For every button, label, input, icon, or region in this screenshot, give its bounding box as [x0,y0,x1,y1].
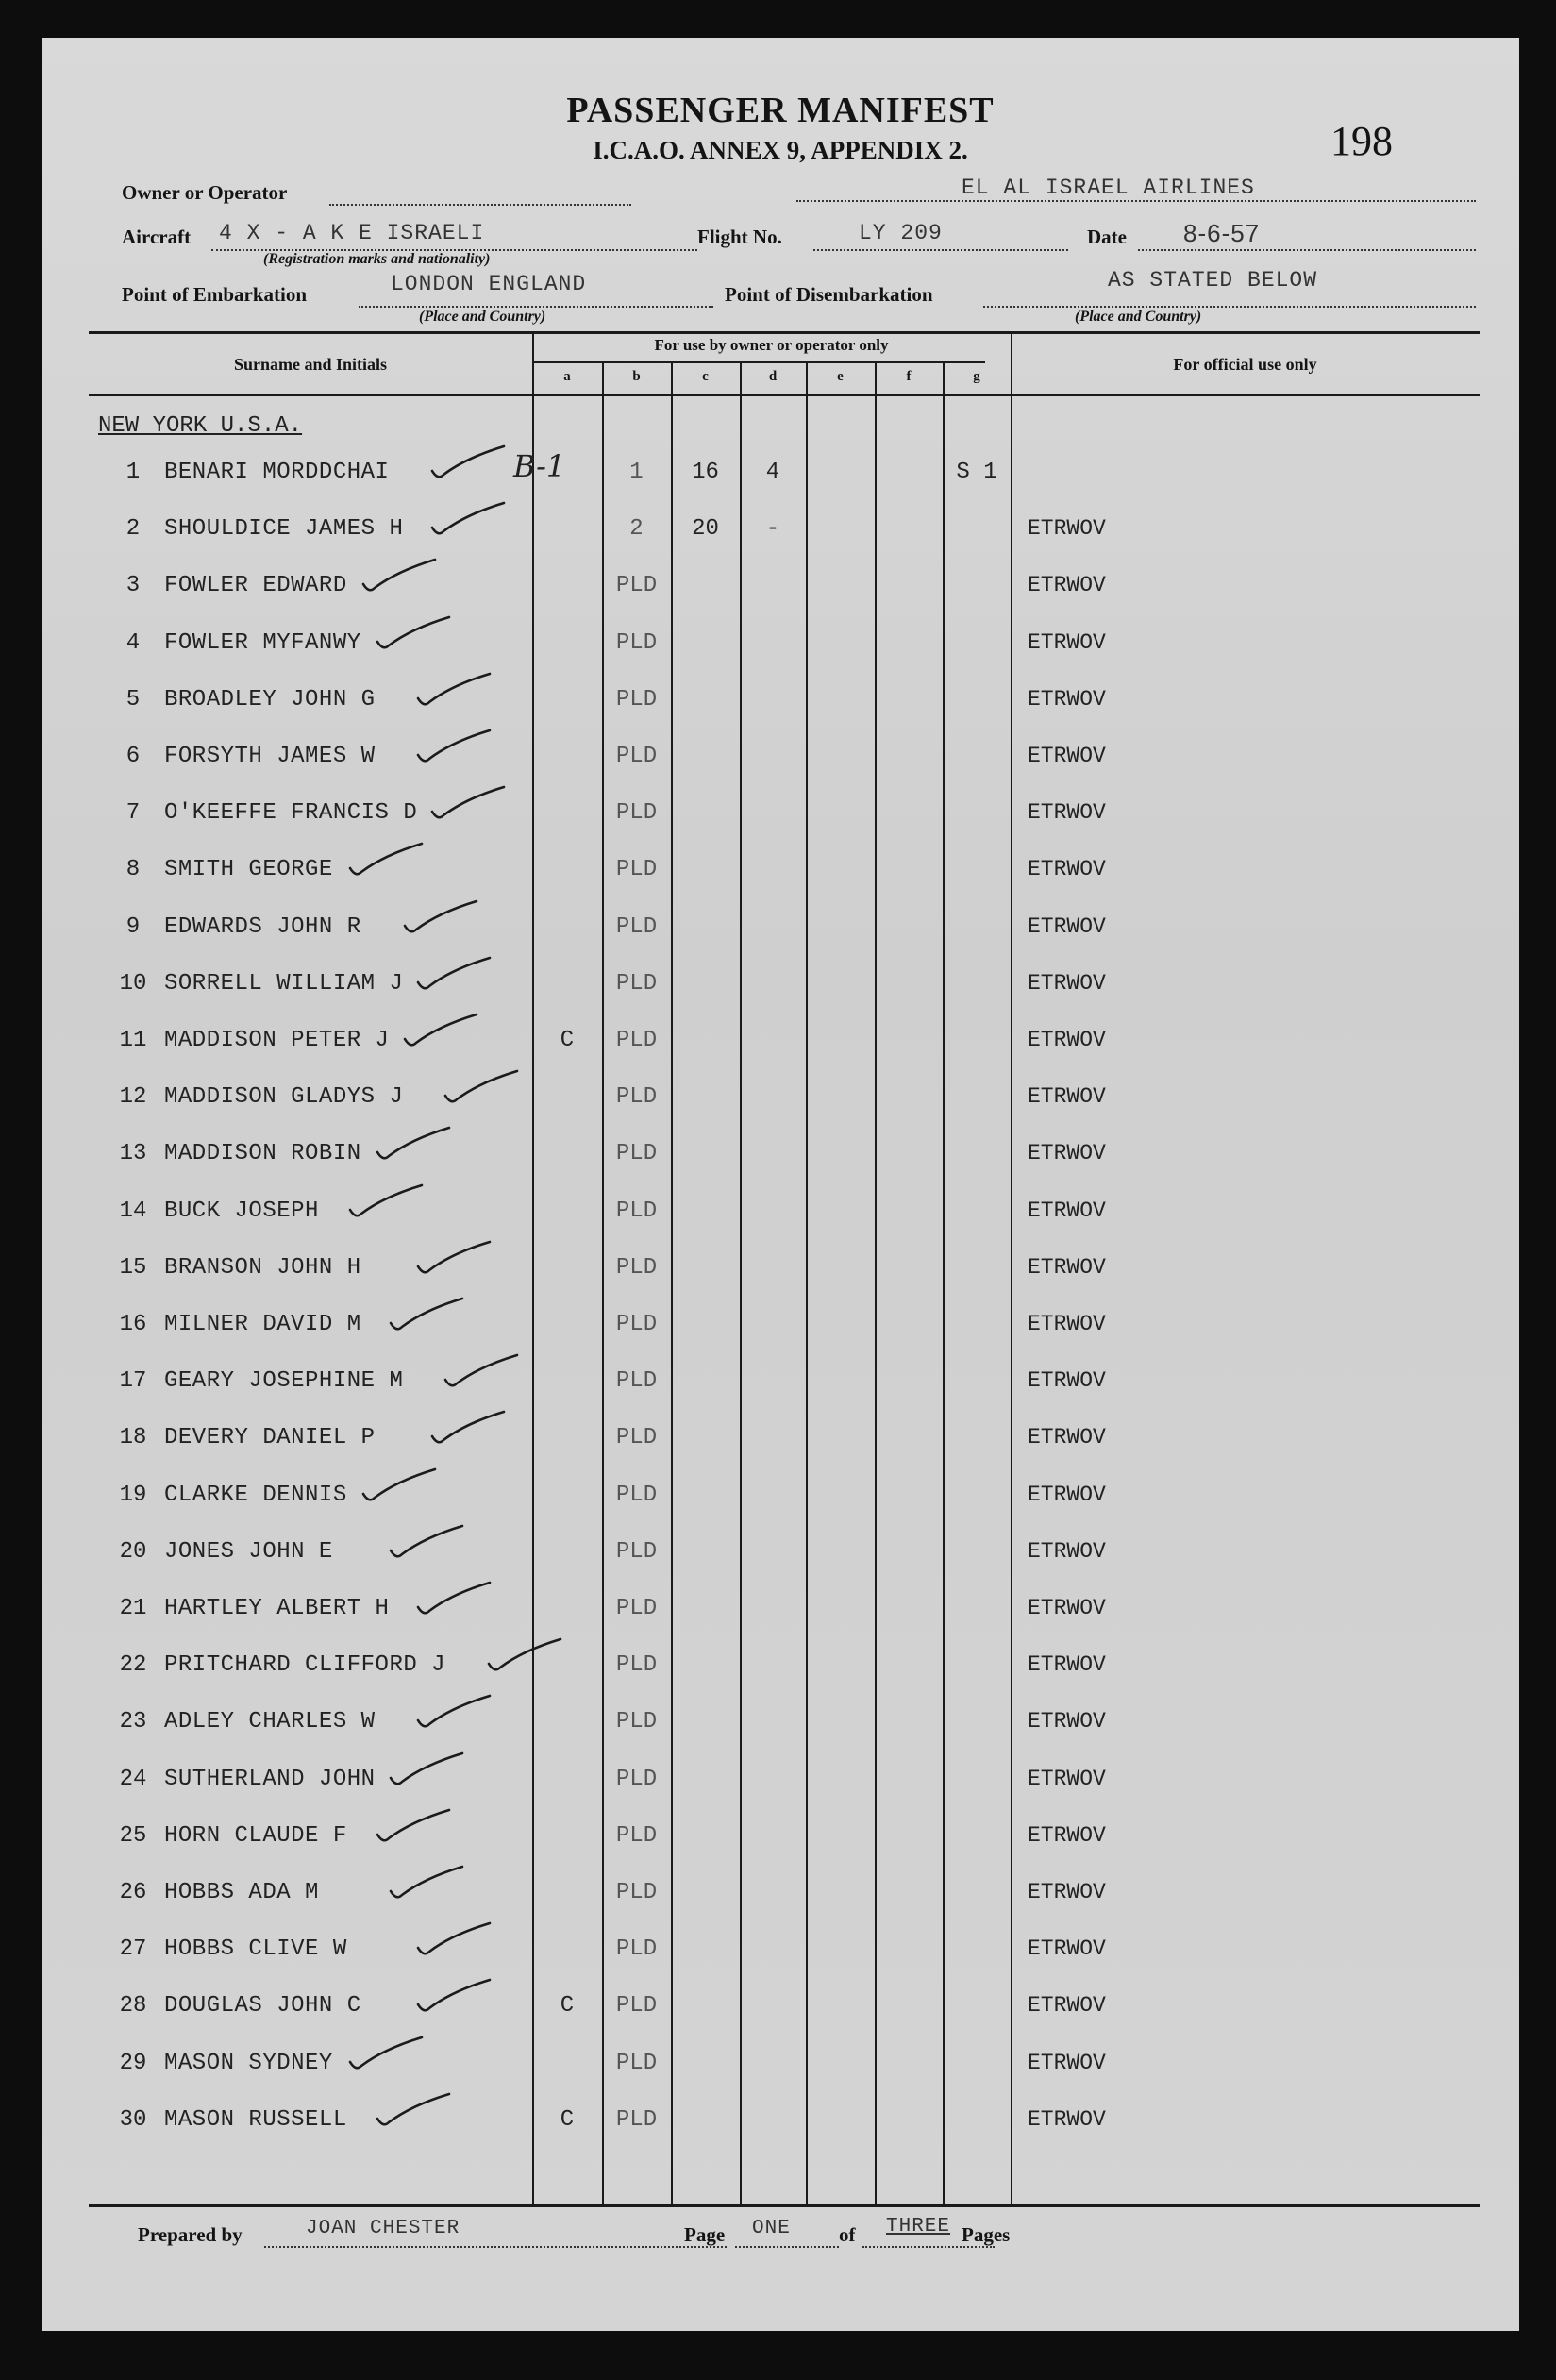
flight-dotted-line [813,249,1068,251]
check-mark-icon [428,1408,513,1455]
official-remark: ETRWOV [1028,573,1106,598]
passenger-name: EDWARDS JOHN R [164,913,361,940]
row-number: 1 [125,460,141,485]
passenger-name: SHOULDICE JAMES H [164,516,404,543]
check-mark-icon [387,1863,472,1910]
pages-label: Pages [962,2223,1011,2246]
check-mark-icon [414,1579,499,1626]
embarkation-dotted-line [359,306,713,308]
cell-b: PLD [615,970,658,997]
cell-b: PLD [615,1141,658,1167]
official-remark: ETRWOV [1028,970,1106,996]
document-title: PASSENGER MANIFEST [566,91,995,130]
table-row [42,448,1519,516]
row-number: 15 [119,1254,147,1281]
check-mark-icon [346,2034,431,2081]
table-row [42,1368,1519,1425]
official-remark: ETRWOV [1028,629,1106,655]
check-mark-icon [485,1635,570,1683]
check-mark-icon [346,1182,431,1229]
official-remark: ETRWOV [1028,857,1106,882]
row-number: 9 [125,913,141,940]
table-bottom-rule [89,2204,1480,2207]
cell-b: PLD [615,1028,658,1053]
operator-group-rule [532,361,985,363]
official-remark: ETRWOV [1028,800,1106,826]
table-row [42,1539,1519,1596]
row-number: 8 [125,857,141,883]
row-number: 17 [119,1368,147,1395]
official-remark: ETRWOV [1028,2106,1106,2132]
official-remark: ETRWOV [1028,1709,1106,1735]
section-heading: NEW YORK U.S.A. [98,413,303,439]
check-mark-icon [387,1295,472,1342]
disembarkation-value: AS STATED BELOW [1108,268,1318,293]
cell-b: PLD [615,629,658,656]
check-mark-icon [428,499,513,546]
page-number: 198 [1330,118,1393,164]
table-row [42,2051,1519,2107]
owner-dotted-line [329,204,631,206]
table-row [42,1483,1519,1539]
cell-b: PLD [615,1652,658,1679]
table-row [42,1823,1519,1880]
table-row [42,1880,1519,1936]
header-bottom-rule [89,394,1480,396]
check-mark-icon [401,897,486,945]
row-number: 28 [119,1993,147,2020]
passenger-name: FORSYTH JAMES W [164,744,376,769]
cell-a: C [560,1028,575,1053]
official-remark: ETRWOV [1028,1141,1106,1166]
table-row [42,1141,1519,1198]
col-header-g: g [973,369,980,384]
cell-b: PLD [615,1198,658,1224]
official-remark: ETRWOV [1028,686,1106,712]
check-mark-icon [428,783,513,830]
cell-b: PLD [615,1312,658,1337]
aircraft-caption: (Registration marks and nationality) [263,251,491,267]
row-number: 16 [119,1312,147,1337]
official-remark: ETRWOV [1028,1368,1106,1394]
passenger-name: JONES JOHN E [164,1538,333,1565]
cell-d: - [765,516,780,543]
cell-b: PLD [615,744,658,769]
check-mark-icon [414,1976,499,2023]
official-remark: ETRWOV [1028,1880,1106,1904]
page-value: ONE [752,2218,791,2239]
check-mark-icon [374,2090,459,2137]
cell-b: PLD [615,1766,658,1792]
disembarkation-dotted-line [983,306,1476,308]
row-number: 13 [119,1141,147,1167]
cell-b: PLD [615,1822,658,1849]
row-number: 4 [125,629,141,656]
cell-a: C [560,1993,575,2020]
table-row [42,687,1519,744]
of-label: of [839,2223,856,2246]
passenger-name: CLARKE DENNIS [164,1482,347,1508]
cell-b: PLD [615,1880,658,1905]
check-mark-icon [401,1011,486,1058]
cell-c: 16 [692,460,719,485]
passenger-name: ADLEY CHARLES W [164,1709,376,1735]
table-row [42,1767,1519,1823]
passenger-name: MASON RUSSELL [164,2106,347,2133]
official-remark: ETRWOV [1028,1596,1106,1620]
embarkation-value: LONDON ENGLAND [391,272,587,296]
aircraft-value: 4 X - A K E ISRAELI [219,221,485,245]
flight-label: Flight No. [697,226,782,248]
check-mark-icon [414,727,499,774]
official-remark: ETRWOV [1028,1822,1106,1848]
embarkation-caption: (Place and Country) [419,309,546,325]
passenger-name: MADDISON GLADYS J [164,1084,404,1111]
handwritten-note: B-1 [513,448,566,484]
check-mark-icon [414,1238,499,1285]
cell-b: PLD [615,1084,658,1111]
prepared-by-label: Prepared by [138,2223,243,2246]
date-label: Date [1087,226,1127,248]
passenger-name: BRANSON JOHN H [164,1254,361,1281]
prepared-by-value: JOAN CHESTER [306,2218,460,2239]
check-mark-icon [374,1124,459,1171]
cell-b: PLD [615,686,658,712]
passenger-name: PRITCHARD CLIFFORD J [164,1652,446,1679]
row-number: 10 [119,970,147,997]
check-mark-icon [442,1067,527,1115]
cell-b: PLD [615,1538,658,1565]
check-mark-icon [360,556,444,603]
row-number: 14 [119,1198,147,1224]
official-remark: ETRWOV [1028,1254,1106,1280]
row-number: 29 [119,2050,147,2076]
check-mark-icon [414,670,499,717]
check-mark-icon [428,443,513,490]
table-row [42,1596,1519,1652]
check-mark-icon [346,840,431,887]
table-row [42,630,1519,687]
row-number: 27 [119,1936,147,1963]
of-value: THREE [886,2216,951,2238]
cell-b: PLD [615,800,658,827]
cell-c: 20 [692,516,719,543]
cell-b: PLD [615,1993,658,2020]
manifest-sheet [42,38,1519,2331]
row-number: 21 [119,1596,147,1621]
official-remark: ETRWOV [1028,1028,1106,1052]
passenger-name: DEVERY DANIEL P [164,1425,376,1451]
passenger-name: HOBBS CLIVE W [164,1936,347,1963]
table-row [42,744,1519,800]
row-number: 20 [119,1538,147,1565]
official-remark: ETRWOV [1028,516,1106,542]
passenger-name: BUCK JOSEPH [164,1198,319,1224]
cell-b: PLD [615,573,658,599]
aircraft-label: Aircraft [122,226,192,248]
official-remark: ETRWOV [1028,1652,1106,1678]
table-row [42,1936,1519,1993]
official-remark: ETRWOV [1028,1766,1106,1791]
table-row [42,1084,1519,1141]
table-row [42,1652,1519,1709]
col-header-c: c [702,369,709,384]
official-remark: ETRWOV [1028,1312,1106,1336]
check-mark-icon [442,1351,527,1399]
passenger-name: FOWLER MYFANWY [164,629,361,656]
official-remark: ETRWOV [1028,1482,1106,1507]
cell-b: PLD [615,2106,658,2133]
check-mark-icon [414,954,499,1001]
check-mark-icon [374,1806,459,1853]
date-dotted-line [1138,249,1476,251]
passenger-name: HOBBS ADA M [164,1880,319,1905]
official-remark: ETRWOV [1028,1993,1106,2019]
official-remark: ETRWOV [1028,913,1106,939]
check-mark-icon [360,1466,444,1513]
cell-b: PLD [615,2050,658,2076]
owner-label: Owner or Operator [122,181,288,204]
cell-b: PLD [615,1936,658,1963]
table-row [42,516,1519,573]
row-number: 23 [119,1709,147,1735]
official-remark: ETRWOV [1028,2050,1106,2075]
row-number: 30 [119,2106,147,2133]
passenger-name: BENARI MORDDCHAI [164,460,390,485]
disembarkation-caption: (Place and Country) [1075,309,1202,325]
disembarkation-label: Point of Disembarkation [725,283,933,306]
owner-dotted-line-right [796,200,1476,202]
passenger-name: HARTLEY ALBERT H [164,1596,390,1621]
cell-g: S 1 [956,460,997,485]
table-row [42,1709,1519,1766]
col-header-surname: Surname and Initials [233,355,388,374]
table-top-rule [89,331,1480,334]
table-row [42,1255,1519,1312]
passenger-name: DOUGLAS JOHN C [164,1993,361,2020]
cell-b: PLD [615,1596,658,1621]
check-mark-icon [414,1692,499,1739]
cell-b: PLD [615,1482,658,1508]
table-row [42,1198,1519,1255]
page-label: Page [684,2223,726,2246]
row-number: 2 [125,516,141,543]
row-number: 6 [125,744,141,769]
cell-b: 1 [629,460,644,485]
check-mark-icon [374,613,459,661]
table-row [42,573,1519,629]
cell-b: PLD [615,913,658,940]
row-number: 26 [119,1880,147,1905]
table-row [42,800,1519,857]
row-number: 11 [119,1028,147,1053]
passenger-name: O'KEEFFE FRANCIS D [164,800,418,827]
col-header-official: For official use only [1173,355,1317,374]
row-number: 24 [119,1766,147,1792]
passenger-name: MADDISON ROBIN [164,1141,361,1167]
col-header-operator-group: For use by owner or operator only [654,336,889,354]
table-row [42,914,1519,971]
official-remark: ETRWOV [1028,744,1106,768]
row-number: 7 [125,800,141,827]
table-row [42,1312,1519,1368]
cell-b: PLD [615,857,658,883]
passenger-name: MADDISON PETER J [164,1028,390,1053]
cell-d: 4 [765,460,780,485]
official-remark: ETRWOV [1028,1198,1106,1223]
row-number: 19 [119,1482,147,1508]
date-value: 8-6-57 [1183,219,1261,247]
passenger-name: HORN CLAUDE F [164,1822,347,1849]
flight-value: LY 209 [859,221,943,245]
table-row [42,857,1519,913]
cell-b: 2 [629,516,644,543]
row-number: 12 [119,1084,147,1111]
table-row [42,1425,1519,1482]
col-header-a: a [563,369,571,384]
row-number: 22 [119,1652,147,1679]
table-row [42,2107,1519,2164]
row-number: 25 [119,1822,147,1849]
official-remark: ETRWOV [1028,1425,1106,1450]
table-row [42,1993,1519,2050]
embarkation-label: Point of Embarkation [122,283,308,306]
row-number: 3 [125,573,141,599]
official-remark: ETRWOV [1028,1936,1106,1962]
passenger-name: SORRELL WILLIAM J [164,970,404,997]
passenger-name: SUTHERLAND JOHN [164,1766,376,1792]
passenger-name: GEARY JOSEPHINE M [164,1368,404,1395]
table-row [42,1028,1519,1084]
row-number: 18 [119,1425,147,1451]
col-header-d: d [768,369,778,384]
cell-b: PLD [615,1709,658,1735]
cell-a: C [560,2106,575,2133]
prepared-by-dotted-line [264,2246,727,2248]
check-mark-icon [387,1750,472,1797]
official-remark: ETRWOV [1028,1538,1106,1564]
passenger-name: MILNER DAVID M [164,1312,361,1337]
cell-b: PLD [615,1368,658,1395]
passenger-name: BROADLEY JOHN G [164,686,376,712]
table-row [42,971,1519,1028]
passenger-name: SMITH GEORGE [164,857,333,883]
row-number: 5 [125,686,141,712]
check-mark-icon [387,1522,472,1569]
official-remark: ETRWOV [1028,1084,1106,1110]
cell-b: PLD [615,1425,658,1451]
cell-b: PLD [615,1254,658,1281]
document-subtitle: I.C.A.O. ANNEX 9, APPENDIX 2. [593,136,968,164]
passenger-name: MASON SYDNEY [164,2050,333,2076]
owner-value: EL AL ISRAEL AIRLINES [962,176,1255,200]
col-header-e: e [837,369,844,384]
passenger-name: FOWLER EDWARD [164,573,347,599]
page-dotted-line [735,2246,839,2248]
col-header-b: b [632,369,641,384]
col-header-f: f [906,369,912,384]
check-mark-icon [414,1919,499,1967]
